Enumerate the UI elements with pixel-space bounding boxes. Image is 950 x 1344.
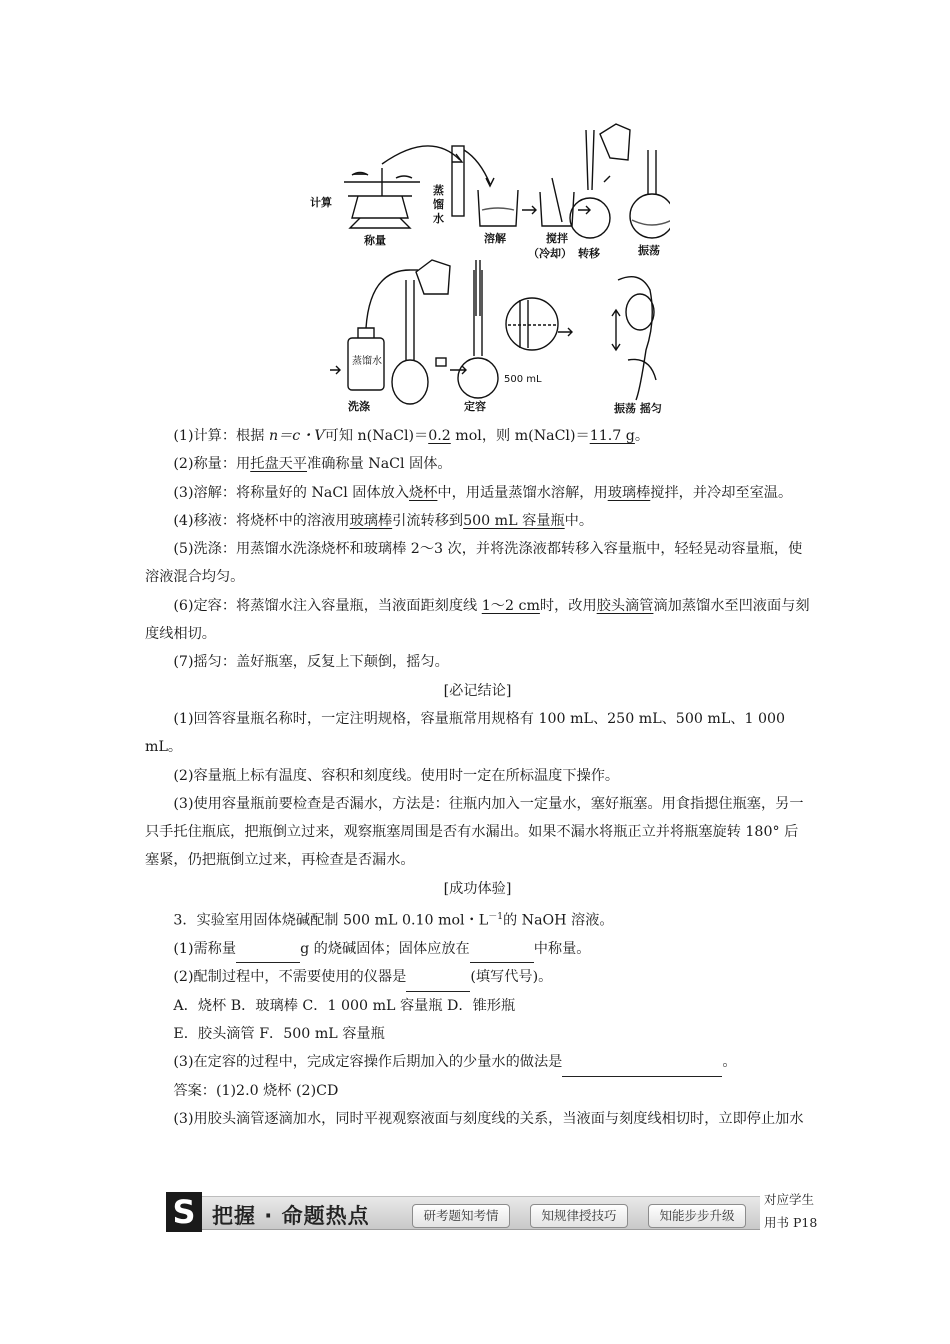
label-transfer: 转移: [578, 247, 600, 260]
conclusion-item-3: (3)使用容量瓶前要检查是否漏水，方法是：往瓶内加入一定量水，塞好瓶塞。用食指摁住瓶塞，另一只手托住瓶底，把瓶倒立过来，观察瓶塞周围是否有水漏出。如果不漏水将瓶正立并将瓶塞旋转 180° 后塞紧，仍把瓶倒立过来，再检查是否漏水。: [145, 795, 804, 869]
options-line-1: A．烧杯 B．玻璃棒 C．1 000 mL 容量瓶 D．锥形瓶: [173, 997, 516, 1014]
experience-heading: [成功体验]: [443, 880, 512, 897]
answer-line-1: 答案：(1)2.0 烧杯 (2)CD: [173, 1082, 339, 1099]
question-2: (2)配制过程中，不需要使用的仪器是 (填写代号)。: [145, 963, 810, 991]
label-bottle: 蒸馏水: [352, 356, 382, 367]
answer-blank-1[interactable]: [236, 947, 300, 964]
section-banner: [166, 1188, 830, 1236]
answer-line-2: (3)用胶头滴管逐滴加水，同时平视观察液面与刻度线的关系，当液面与刻度线相切时，立即停止加水: [173, 1110, 804, 1127]
step-4: (4)移液：将烧杯中的溶液用玻璃棒引流转移到500 mL 容量瓶中。: [173, 512, 594, 529]
label-weigh: 称量: [364, 234, 386, 247]
label-calc: 计算: [310, 196, 332, 209]
answer-blank-4[interactable]: [562, 1060, 722, 1077]
s-logo-icon: S: [166, 1192, 202, 1232]
conclusion-item-2: (2)容量瓶上标有温度、容积和刻度线。使用时一定在所标温度下操作。: [173, 767, 620, 784]
conclusion-item-1: (1)回答容量瓶名称时，一定注明规格，容量瓶常用规格有 100 mL、250 mL、500 mL、1 000 mL。: [145, 710, 786, 756]
step-2: (2)称量：用托盘天平准确称量 NaCl 固体。: [173, 456, 452, 473]
label-shake-mix: 振荡 摇匀: [614, 402, 662, 415]
label-rinse: 洗涤: [348, 400, 370, 413]
side-note-line-2: 用书 P18: [764, 1215, 818, 1230]
label-water-2: 馏: [433, 198, 444, 211]
step-7: (7)摇匀：盖好瓶塞，反复上下颠倒，摇匀。: [173, 654, 449, 671]
question-stem: 3．实验室用固体烧碱配制 500 mL 0.10 mol・$L^{-1}$的 NaOH 溶液。: [173, 912, 614, 929]
banner-title: 把握 · 命题热点: [212, 1204, 370, 1228]
label-stir: 搅拌: [546, 232, 568, 245]
options-line-2: E．胶头滴管 F．500 mL 容量瓶: [173, 1025, 385, 1042]
question-1: (1)需称量 g 的烧碱固体；固体应放在 中称量。: [145, 935, 810, 963]
conclusion-heading: [必记结论]: [443, 682, 512, 699]
label-water-3: 水: [433, 212, 444, 225]
tab-step-upgrade[interactable]: 知能步步升级: [648, 1204, 746, 1228]
label-constant-volume: 定容: [464, 400, 486, 413]
answer-blank-2[interactable]: [470, 947, 534, 964]
label-dissolve: 溶解: [484, 232, 506, 245]
side-note-line-1: 对应学生: [764, 1192, 815, 1207]
question-3: (3)在定容的过程中，完成定容操作后期加入的少量水的做法是 。: [145, 1048, 810, 1076]
tab-rules-skills[interactable]: 知规律授技巧: [530, 1204, 628, 1228]
label-cool: （冷却）: [528, 247, 572, 260]
tab-research-exam[interactable]: 研考题知考情: [412, 1204, 510, 1228]
label-500ml: 500 mL: [504, 374, 542, 385]
step-5: (5)洗涤：用蒸馏水洗涤烧杯和玻璃棒 2～3 次，并将洗涤液都转移入容量瓶中，轻轻晃动容量瓶，使溶液混合均匀。: [145, 541, 803, 586]
step-1: (1)计算：根据 n＝c・V可知 n(NaCl)＝0.2 mol，则 m(NaCl)＝11.7 g。: [173, 428, 650, 444]
solution-preparation-figure: [300, 120, 670, 420]
label-water-1: 蒸: [433, 184, 444, 197]
step-6: (6)定容：将蒸馏水注入容量瓶，当液面距刻度线 1～2 cm时，改用胶头滴管滴加蒸馏水至凹液面与刻度线相切。: [145, 597, 810, 643]
apparatus-diagram: [300, 120, 670, 420]
label-shake: 振荡: [638, 244, 660, 257]
main-text: [145, 422, 810, 1133]
step-3: (3)溶解：将称量好的 NaCl 固体放入烧杯中，用适量蒸馏水溶解，用玻璃棒搅拌，并冷却至室温。: [173, 484, 793, 501]
answer-blank-3[interactable]: [406, 975, 470, 992]
banner-side-note: [760, 1188, 834, 1234]
